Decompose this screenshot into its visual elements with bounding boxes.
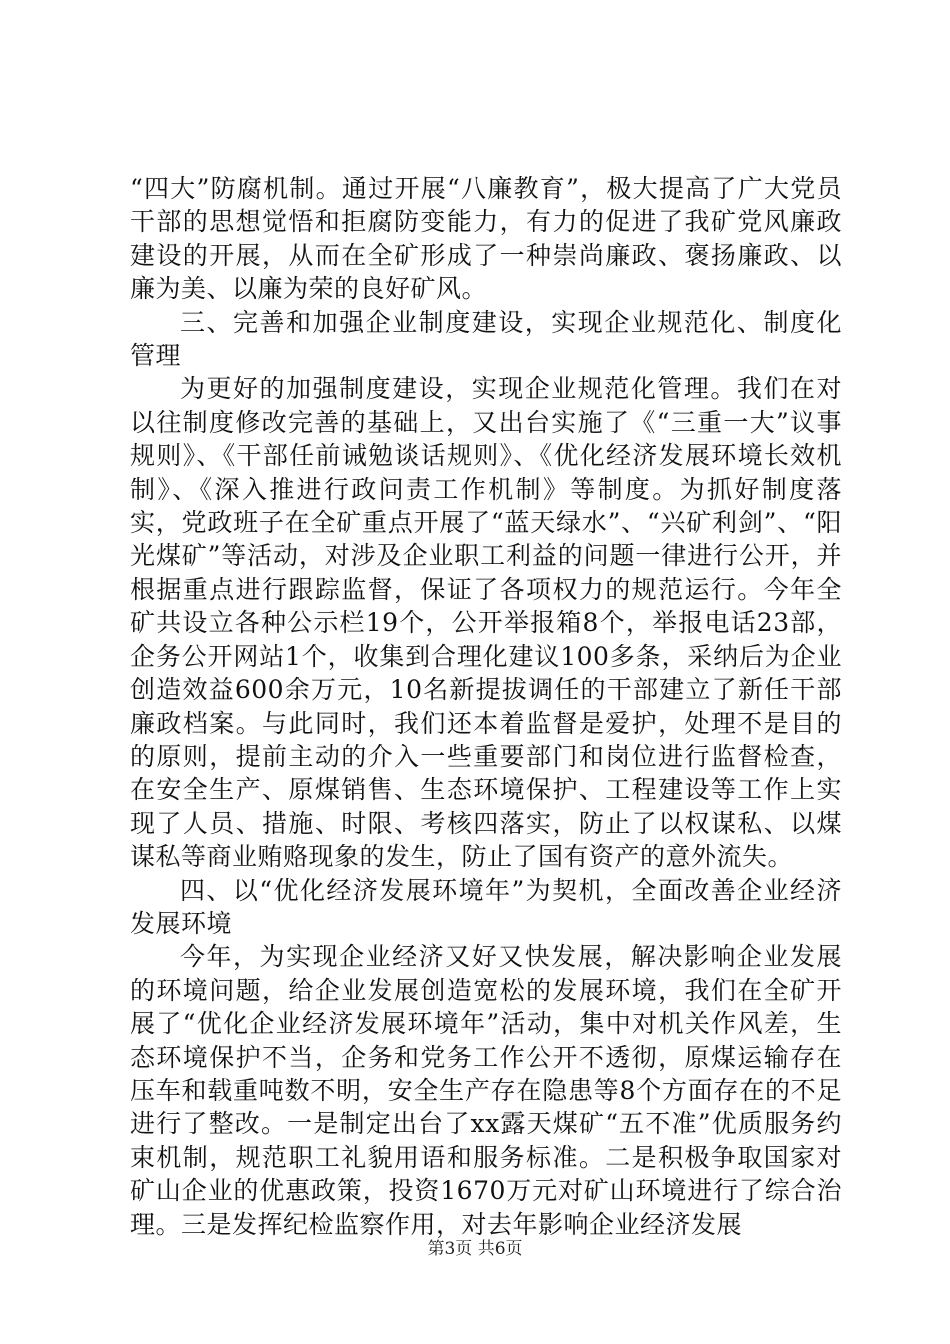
paragraph-section-4: 今年，为实现企业经济又好又快发展，解决影响企业发展的环境问题，给企业发展创造宽松的发展环境，我们在全矿开展了“优化企业经济发展环境年”活动，集中对机关作风差，生态环境保护不当，企务和党务工作公开不透彻，原煤运输存在压车和载重吨数不明，安全生产存在隐患等8个方面存在的不足进行了整改。一是制定出台了xx露天煤矿“五不准”优质服务约束机制，规范职工礼貌用语和服务标准。二是积极争取国家对矿山企业的优惠政策，投资1670万元对矿山环境进行了综合治理。三是发挥纪检监察作用，对去年影响企业经济发展 <box>130 942 842 1239</box>
document-body <box>130 172 842 1241</box>
page-footer: 第3页 共6页 <box>427 1239 523 1259</box>
section-heading-4: 四、以“优化经济发展环境年”为契机，全面改善企业经济发展环境 <box>130 875 842 938</box>
paragraph-continuation: “四大”防腐机制。通过开展“八廉教育”，极大提高了广大党员干部的思想觉悟和拒腐防变能力，有力的促进了我矿党风廉政建设的开展，从而在全矿形成了一种崇尚廉政、褒扬廉政、以廉为美、以廉为荣的良好矿风。 <box>130 174 842 304</box>
paragraph-section-3: 为更好的加强制度建设，实现企业规范化管理。我们在对以往制度修改完善的基础上，又出台实施了《“三重一大”议事规则》、《干部任前诫勉谈话规则》、《优化经济发展环境长效机制》、《深入推进行政问责工作机制》等制度。为抓好制度落实，党政班子在全矿重点开展了“蓝天绿水”、“兴矿利剑”、“阳光煤矿”等活动，对涉及企业职工利益的问题一律进行公开，并根据重点进行跟踪监督，保证了各项权力的规范运行。今年全矿共设立各种公示栏19个，公开举报箱8个，举报电话23部，企务公开网站1个，收集到合理化建议100多条，采纳后为企业创造效益600余万元，10名新提拔调任的干部建立了新任干部廉政档案。与此同时，我们还本着监督是爱护，处理不是目的的原则，提前主动的介入一些重要部门和岗位进行监督检查，在安全生产、原煤销售、生态环境保护、工程建设等工作上实现了人员、措施、时限、考核四落实，防止了以权谋私、以煤谋私等商业贿赂现象的发生，防止了国有资产的意外流失。 <box>130 374 842 872</box>
section-heading-3: 三、完善和加强企业制度建设，实现企业规范化、制度化管理 <box>130 307 842 371</box>
